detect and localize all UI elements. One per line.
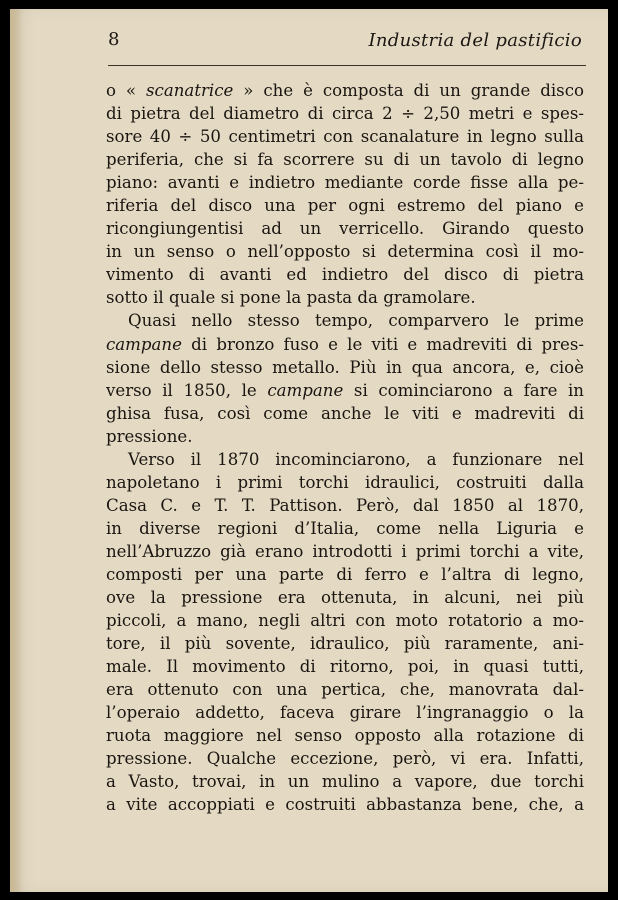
text-line: in diverse regioni d’Italia, come nella Liguria e [106, 518, 584, 538]
running-head [108, 29, 586, 65]
text-line: ruota maggiore nel senso opposto alla rotazione di [106, 726, 584, 746]
text-line: nell’Abruzzo già erano introdotti i primi torchi a vite, [106, 541, 584, 561]
text-line: piano: avanti e indietro mediante corde fisse alla pe- [106, 173, 584, 193]
paragraph-3 [106, 448, 584, 817]
text-line: in un senso o nell’opposto si determina così il mo- [106, 242, 584, 262]
text-line: Quasi nello stesso tempo, comparvero le prime [128, 311, 584, 331]
text-line: campane di bronzo fuso e le viti e madreviti di pres- [106, 334, 584, 354]
italic-term: campane [267, 380, 344, 400]
text-line: piccoli, a mano, negli altri con moto rotatorio a mo- [106, 611, 584, 631]
header-rule [108, 65, 586, 66]
text-line: sore 40 ÷ 50 centimetri con scanalature in legno sulla [106, 127, 584, 147]
running-title: Industria del pastificio [368, 30, 582, 51]
text-line: ricongiungentisi ad un verricello. Girando questo [106, 219, 584, 239]
text-line: Casa C. e T. T. Pattison. Però, dal 1850 al 1870, [106, 495, 584, 515]
text-line: napoletano i primi torchi idraulici, costruiti dalla [106, 472, 584, 492]
text-line: era ottenuto con una pertica, che, manovrata dal- [106, 680, 584, 700]
text-line: pressione. Qualche eccezione, però, vi era. Infatti, [106, 749, 584, 769]
text-line: ghisa fusa, così come anche le viti e madreviti di [106, 403, 584, 423]
text-line: composti per una parte di ferro e l’altra di legno, [106, 564, 584, 584]
text-line: pressione. [106, 426, 193, 446]
text-line: male. Il movimento di ritorno, poi, in quasi tutti, [106, 657, 584, 677]
page-number: 8 [108, 29, 120, 50]
italic-term: campane [106, 334, 182, 354]
text-line: tore, il più sovente, idraulico, più raramente, ani- [106, 634, 584, 654]
paragraph-1 [106, 79, 584, 309]
italic-term: scanatrice [146, 81, 234, 100]
text-line: o « scanatrice » che è composta di un grande disco [106, 81, 584, 100]
text-line: verso il 1850, le campane si cominciarono a fare in [106, 380, 584, 400]
text-line: periferia, che si fa scorrere su di un tavolo di legno [106, 150, 584, 170]
text-line: sotto il quale si pone la pasta da gramolare. [106, 288, 476, 308]
text-line: Verso il 1870 incominciarono, a funzionare nel [128, 449, 584, 469]
text-line: a vite accoppiati e costruiti abbastanza bene, che, a [106, 795, 584, 815]
text-line: a Vasto, trovai, in un mulino a vapore, due torchi [106, 772, 584, 792]
text-line: ove la pressione era ottenuta, in alcuni, nei più [106, 588, 584, 608]
text-line: sione dello stesso metallo. Più in qua ancora, e, cioè [106, 357, 584, 377]
paragraph-2 [106, 309, 584, 447]
text-line: vimento di avanti ed indietro del disco di pietra [106, 265, 584, 285]
text-line: l’operaio addetto, faceva girare l’ingranaggio o la [106, 703, 584, 723]
text-line: di pietra del diametro di circa 2 ÷ 2,50 metri e spes- [106, 104, 584, 124]
text-line: riferia del disco una per ogni estremo del piano e [106, 196, 584, 216]
page-spine-shadow [10, 9, 22, 892]
body-text [106, 79, 584, 817]
book-page [10, 9, 608, 892]
